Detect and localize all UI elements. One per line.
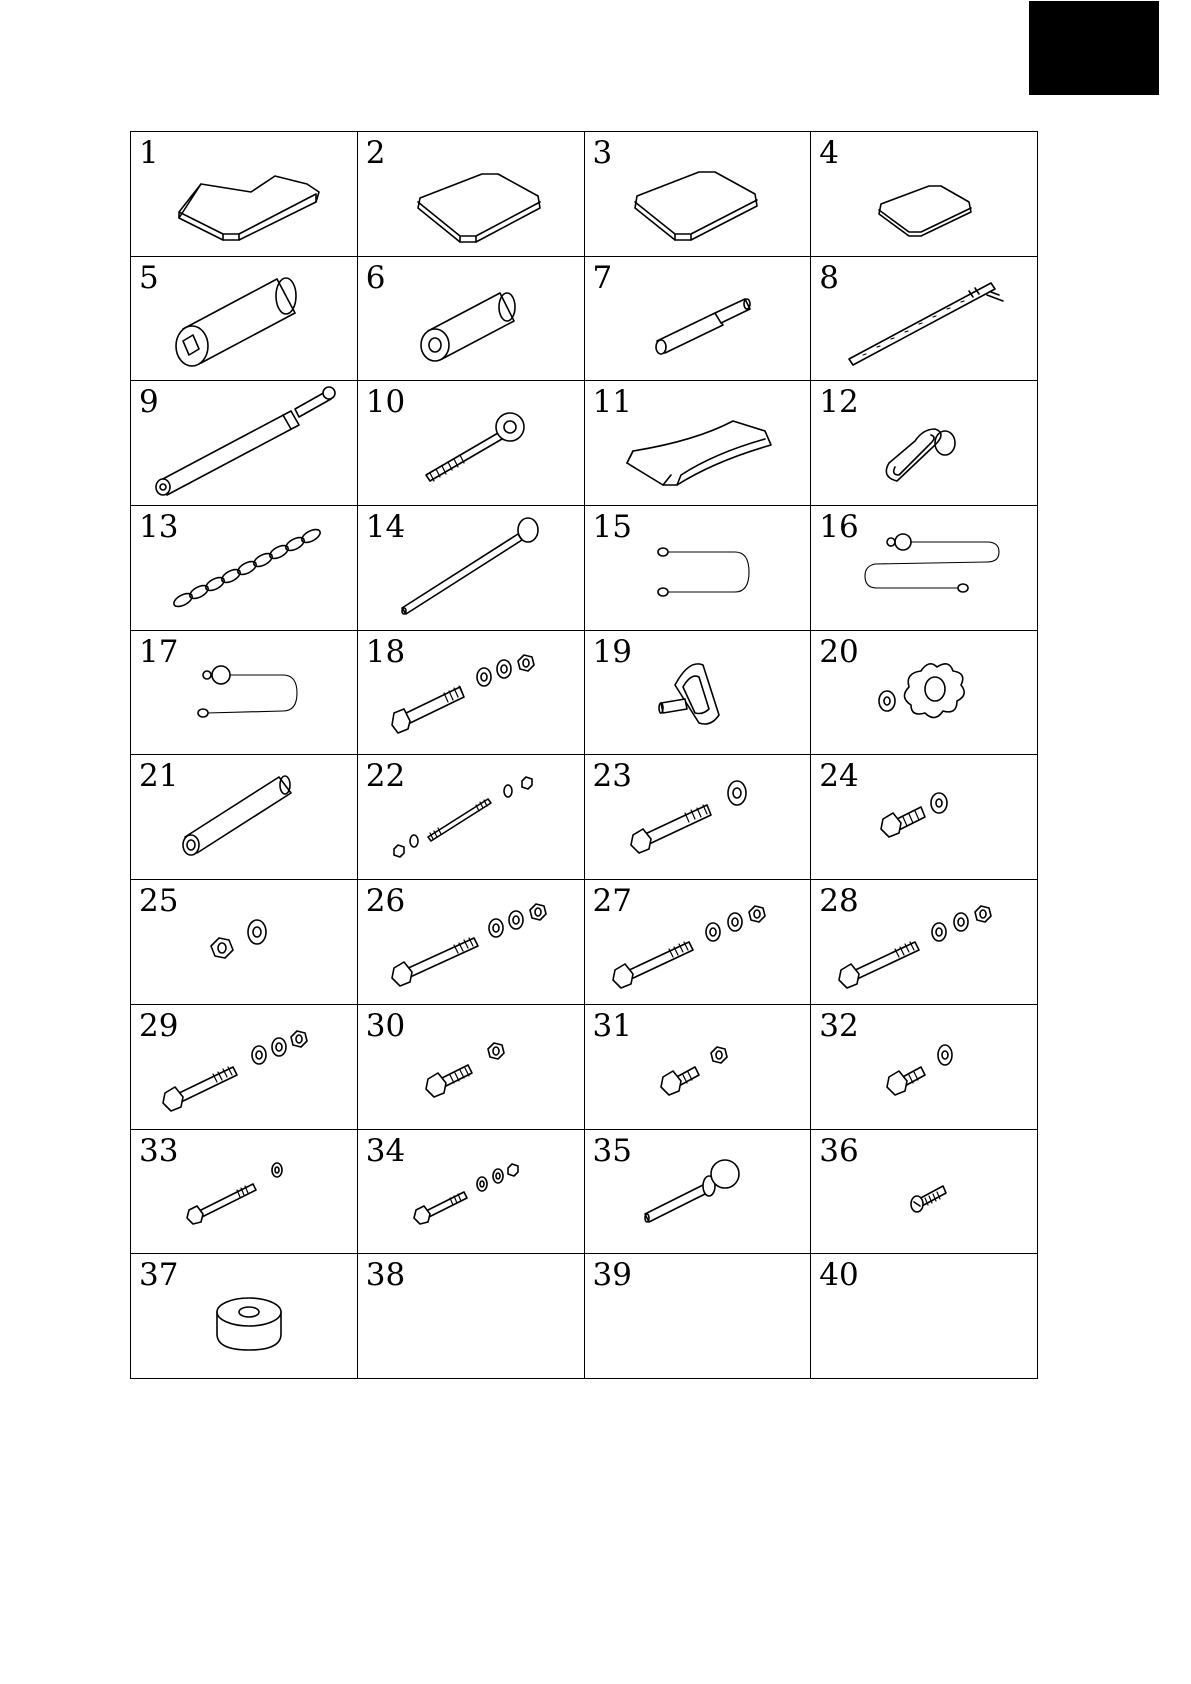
part-cell-39 bbox=[584, 1254, 811, 1379]
part-cell-19 bbox=[584, 630, 811, 755]
part-cell-14 bbox=[357, 506, 584, 631]
bolt-washer-nut-set-illustration bbox=[358, 631, 583, 754]
part-number: 24 bbox=[819, 758, 859, 795]
short-bolt-washer-illustration bbox=[811, 1005, 1036, 1128]
part-number: 40 bbox=[819, 1257, 859, 1294]
part-cell-26 bbox=[357, 880, 584, 1005]
part-cell-33 bbox=[131, 1129, 358, 1254]
table-row bbox=[131, 755, 1038, 880]
round-sleeve-illustration bbox=[358, 257, 583, 380]
part-cell-2 bbox=[357, 132, 584, 257]
part-number: 17 bbox=[139, 633, 179, 670]
part-cell-21 bbox=[131, 755, 358, 880]
part-number: 13 bbox=[139, 509, 179, 546]
part-number: 20 bbox=[819, 633, 859, 670]
part-cell-25 bbox=[131, 880, 358, 1005]
part-number: 29 bbox=[139, 1007, 179, 1044]
parts-list-table bbox=[130, 131, 1038, 1379]
part-cell-38 bbox=[357, 1254, 584, 1379]
part-cell-32 bbox=[811, 1004, 1038, 1129]
part-cell-36 bbox=[811, 1129, 1038, 1254]
part-number: 6 bbox=[365, 259, 386, 296]
star-knob-illustration bbox=[811, 631, 1036, 754]
part-cell-3 bbox=[584, 132, 811, 257]
part-cell-27 bbox=[584, 880, 811, 1005]
bolt-washer-illustration bbox=[585, 755, 810, 878]
cable-short-illustration bbox=[585, 506, 810, 629]
corner-tab-marker bbox=[1029, 1, 1159, 95]
bolt-washer-small-illustration bbox=[131, 1130, 356, 1253]
part-cell-7 bbox=[584, 256, 811, 381]
part-number: 28 bbox=[819, 883, 859, 920]
part-cell-40 bbox=[811, 1254, 1038, 1379]
square-tube-sleeve-illustration bbox=[131, 257, 356, 380]
short-bolt-nut-illustration bbox=[585, 1005, 810, 1128]
part-cell-35 bbox=[584, 1129, 811, 1254]
bolt-set-illustration bbox=[131, 1005, 356, 1128]
spacer-ring-illustration bbox=[131, 1254, 356, 1377]
table-row bbox=[131, 256, 1038, 381]
part-number: 23 bbox=[592, 758, 632, 795]
part-cell-17 bbox=[131, 630, 358, 755]
part-cell-8 bbox=[811, 256, 1038, 381]
part-cell-18 bbox=[357, 630, 584, 755]
bolt-set-small-illustration bbox=[358, 1130, 583, 1253]
pull-pin-illustration bbox=[358, 506, 583, 629]
part-cell-15 bbox=[584, 506, 811, 631]
part-number: 18 bbox=[365, 633, 406, 670]
part-cell-28 bbox=[811, 880, 1038, 1005]
part-number: 25 bbox=[139, 883, 179, 920]
part-number: 35 bbox=[592, 1132, 632, 1169]
part-number: 33 bbox=[139, 1132, 179, 1169]
part-cell-9 bbox=[131, 381, 358, 506]
part-number: 26 bbox=[365, 883, 406, 920]
part-cell-20 bbox=[811, 630, 1038, 755]
table-row bbox=[131, 1254, 1038, 1379]
part-number: 7 bbox=[592, 259, 613, 296]
part-number: 39 bbox=[592, 1257, 632, 1294]
knob-illustration bbox=[585, 631, 810, 754]
nut-washer-illustration bbox=[131, 880, 356, 1003]
part-number: 19 bbox=[592, 633, 632, 670]
part-number: 31 bbox=[592, 1007, 632, 1044]
part-number: 12 bbox=[819, 384, 859, 421]
part-cell-12 bbox=[811, 381, 1038, 506]
cable-medium-illustration bbox=[131, 631, 356, 754]
threaded-rod-set-illustration bbox=[358, 755, 583, 878]
seat-pad-long-illustration bbox=[131, 132, 356, 255]
small-screw-illustration bbox=[811, 1130, 1036, 1253]
part-number: 1 bbox=[139, 135, 159, 171]
part-number: 9 bbox=[139, 384, 159, 421]
part-number: 34 bbox=[365, 1132, 406, 1169]
part-cell-13 bbox=[131, 506, 358, 631]
short-bolt-washer-illustration bbox=[811, 755, 1036, 878]
table-row bbox=[131, 1129, 1038, 1254]
part-cell-5 bbox=[131, 256, 358, 381]
part-number: 4 bbox=[819, 135, 839, 171]
part-cell-29 bbox=[131, 1004, 358, 1129]
adjustment-rod-illustration bbox=[811, 257, 1036, 380]
part-cell-22 bbox=[357, 755, 584, 880]
part-number: 32 bbox=[819, 1007, 859, 1044]
part-number: 37 bbox=[139, 1257, 179, 1294]
part-number: 22 bbox=[365, 758, 406, 795]
ball-pin-illustration bbox=[585, 1130, 810, 1253]
part-number: 8 bbox=[819, 259, 839, 296]
part-cell-23 bbox=[584, 755, 811, 880]
curved-pad-illustration bbox=[585, 381, 810, 504]
long-bolt-set-illustration bbox=[358, 880, 583, 1003]
part-number: 11 bbox=[592, 384, 632, 421]
part-number: 36 bbox=[819, 1132, 859, 1169]
table-row bbox=[131, 630, 1038, 755]
table-row bbox=[131, 506, 1038, 631]
part-number: 2 bbox=[365, 135, 386, 171]
long-bolt-set-illustration bbox=[811, 880, 1036, 1003]
cable-long-illustration bbox=[811, 506, 1036, 629]
part-number: 14 bbox=[365, 509, 406, 546]
part-cell-6 bbox=[357, 256, 584, 381]
small-pad-illustration bbox=[811, 132, 1036, 255]
snap-hook-illustration bbox=[811, 381, 1036, 504]
table-row bbox=[131, 381, 1038, 506]
part-number: 15 bbox=[592, 509, 632, 546]
part-number: 16 bbox=[819, 509, 859, 546]
back-pad-illustration bbox=[358, 132, 583, 255]
part-number: 38 bbox=[365, 1257, 406, 1294]
part-number: 10 bbox=[365, 384, 406, 421]
part-number: 5 bbox=[139, 259, 159, 296]
table-row bbox=[131, 1004, 1038, 1129]
part-cell-10 bbox=[357, 381, 584, 506]
part-number: 3 bbox=[592, 135, 613, 171]
gas-cylinder-illustration bbox=[131, 381, 356, 504]
eye-bolt-illustration bbox=[358, 381, 583, 504]
part-cell-16 bbox=[811, 506, 1038, 631]
part-cell-30 bbox=[357, 1004, 584, 1129]
part-cell-34 bbox=[357, 1129, 584, 1254]
part-cell-4 bbox=[811, 132, 1038, 257]
bolt-nut-illustration bbox=[358, 1005, 583, 1128]
part-cell-11 bbox=[584, 381, 811, 506]
table-row bbox=[131, 880, 1038, 1005]
table-row bbox=[131, 132, 1038, 257]
part-number: 27 bbox=[592, 883, 632, 920]
part-cell-24 bbox=[811, 755, 1038, 880]
part-cell-31 bbox=[584, 1004, 811, 1129]
part-cell-1 bbox=[131, 132, 358, 257]
part-number: 21 bbox=[139, 758, 179, 795]
long-bolt-set-illustration bbox=[585, 880, 810, 1003]
chain-illustration bbox=[131, 506, 356, 629]
round-tube-illustration bbox=[131, 755, 356, 878]
pin-tube-illustration bbox=[585, 257, 810, 380]
seat-pad-illustration bbox=[585, 132, 810, 255]
part-cell-37 bbox=[131, 1254, 358, 1379]
part-number: 30 bbox=[365, 1007, 406, 1044]
